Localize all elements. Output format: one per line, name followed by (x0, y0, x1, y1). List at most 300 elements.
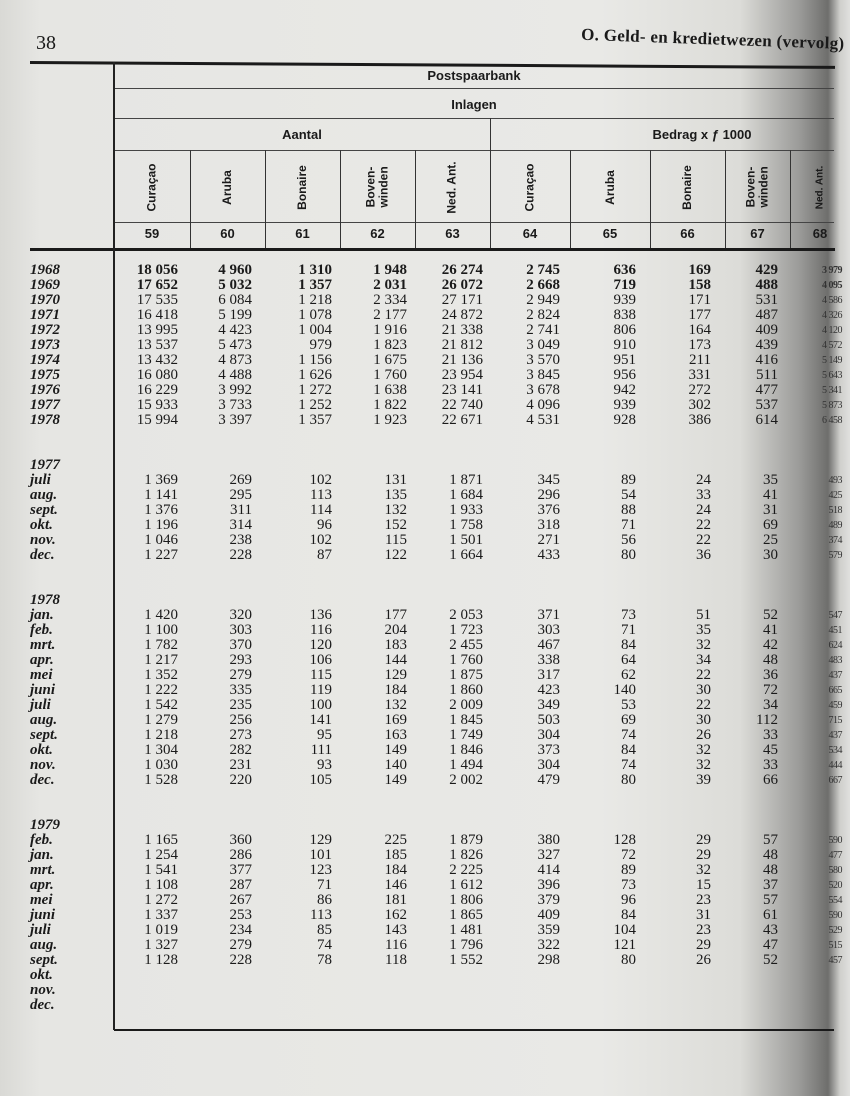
table-cell: 5 149 (822, 355, 842, 366)
table-cell: 24 (696, 502, 711, 518)
table-cell: 24 (696, 472, 711, 488)
column-number: 64 (522, 226, 538, 241)
table-cell: 128 (613, 832, 636, 848)
row-label: nov. (30, 532, 56, 548)
row-label: feb. (30, 622, 53, 638)
table-cell: 279 (229, 667, 252, 683)
table-cell: 1 541 (144, 862, 178, 878)
table-cell: 42 (763, 637, 778, 653)
row-label: aug. (30, 712, 58, 728)
table-cell: 101 (309, 847, 332, 863)
table-cell: 32 (696, 862, 711, 878)
table-cell: 6 458 (822, 415, 842, 426)
table-cell: 1 796 (449, 937, 483, 953)
table-cell: 2 668 (526, 277, 560, 293)
table-cell: 15 933 (136, 397, 178, 413)
row-label: okt. (30, 742, 53, 758)
row-label: dec. (30, 772, 55, 788)
table-row (30, 998, 820, 1013)
bottom-rule (114, 1029, 834, 1031)
table-cell: 425 (828, 490, 842, 501)
table-cell: 1 749 (449, 727, 483, 743)
table-cell: 89 (621, 862, 636, 878)
table-cell: 489 (828, 520, 842, 531)
table-cell: 96 (317, 517, 332, 533)
table-cell: 939 (613, 397, 636, 413)
section-label-row (30, 593, 820, 608)
table-cell: 18 056 (136, 262, 178, 278)
table-cell: 48 (763, 862, 778, 878)
table-cell: 1 279 (144, 712, 178, 728)
table-cell: 231 (229, 757, 252, 773)
row-label: sept. (30, 502, 58, 518)
row-label: aug. (30, 937, 58, 953)
table-row (30, 757, 842, 773)
table-cell: 3 979 (822, 265, 842, 276)
table-cell: 122 (384, 547, 407, 563)
table-cell: 1 823 (373, 337, 407, 353)
table-cell: 149 (384, 742, 407, 758)
table-row (30, 277, 842, 293)
table-cell: 21 136 (441, 352, 483, 368)
table-cell: 43 (763, 922, 778, 938)
table-cell: 23 954 (441, 367, 483, 383)
column-header-label: Curaçao (144, 162, 159, 212)
table-cell: 21 812 (441, 337, 483, 353)
table-cell: 320 (229, 607, 252, 623)
table-cell: 132 (384, 697, 407, 713)
table-cell: 1 501 (449, 532, 483, 548)
table-cell: 171 (688, 292, 711, 308)
table-cell: 272 (688, 382, 711, 398)
table-cell: 152 (384, 517, 407, 533)
table-cell: 314 (229, 517, 252, 533)
table-row (30, 968, 820, 983)
table-row (30, 637, 842, 653)
table-cell: 293 (229, 652, 252, 668)
table-row (30, 907, 842, 923)
table-cell: 16 418 (136, 307, 178, 323)
row-label: sept. (30, 727, 58, 743)
row-label: mrt. (30, 862, 56, 878)
table-cell: 69 (621, 712, 636, 728)
table-cell: 61 (763, 907, 778, 923)
row-label: 1976 (30, 382, 60, 398)
table-row (30, 322, 842, 338)
column-header (415, 152, 490, 222)
row-label: juli (30, 697, 51, 713)
table-cell: 667 (828, 775, 842, 786)
column-header (265, 152, 340, 222)
table-cell: 29 (696, 832, 711, 848)
table-cell: 296 (537, 487, 560, 503)
row-label: 1978 (30, 412, 60, 428)
table-cell: 2 225 (449, 862, 483, 878)
table-cell: 1 826 (449, 847, 483, 863)
table-row (30, 937, 842, 953)
table-cell: 22 (696, 532, 711, 548)
table-cell: 5 341 (822, 385, 842, 396)
table-cell: 57 (763, 832, 778, 848)
rule (114, 118, 834, 119)
table-cell: 1 494 (449, 757, 483, 773)
table-cell: 282 (229, 742, 252, 758)
table-cell: 1 664 (449, 547, 483, 563)
table-cell: 173 (688, 337, 711, 353)
table-row (30, 532, 842, 548)
table-cell: 928 (613, 412, 636, 428)
table-cell: 132 (384, 502, 407, 518)
table-cell: 96 (621, 892, 636, 908)
table-cell: 939 (613, 292, 636, 308)
table-row (30, 742, 842, 758)
table-cell: 331 (688, 367, 711, 383)
table-cell: 135 (384, 487, 407, 503)
table-cell: 444 (828, 760, 842, 771)
table-row (30, 292, 842, 308)
table-cell: 311 (230, 502, 252, 518)
table-cell: 16 229 (136, 382, 178, 398)
table-cell: 102 (309, 472, 332, 488)
table-cell: 95 (317, 727, 332, 743)
table-cell: 1 638 (373, 382, 407, 398)
row-label: mei (30, 667, 53, 683)
table-cell: 64 (621, 652, 636, 668)
table-cell: 373 (537, 742, 560, 758)
table-cell: 114 (310, 502, 332, 518)
table-cell: 149 (384, 772, 407, 788)
table-cell: 66 (763, 772, 778, 788)
table-cell: 115 (310, 667, 332, 683)
table-row (30, 832, 842, 848)
table-cell: 624 (828, 640, 842, 651)
table-cell: 69 (763, 517, 778, 533)
table-cell: 80 (621, 547, 636, 563)
table-row (30, 727, 842, 743)
table-cell: 806 (613, 322, 636, 338)
table-cell: 1 923 (373, 412, 407, 428)
table-cell: 439 (755, 337, 778, 353)
table-cell: 2 949 (526, 292, 560, 308)
table-cell: 1 218 (298, 292, 332, 308)
table-cell: 4 572 (822, 340, 842, 351)
table-cell: 129 (309, 832, 332, 848)
table-cell: 164 (688, 322, 711, 338)
table-cell: 1 916 (373, 322, 407, 338)
table-cell: 4 531 (526, 412, 560, 428)
table-cell: 158 (688, 277, 711, 293)
table-cell: 302 (688, 397, 711, 413)
table-cell: 437 (828, 730, 842, 741)
row-label: juli (30, 472, 51, 488)
table-cell: 121 (613, 937, 636, 953)
table-cell: 1 369 (144, 472, 178, 488)
table-cell: 25 (763, 532, 778, 548)
table-cell: 1 806 (449, 892, 483, 908)
column-header-label: Boven- winden (743, 166, 771, 208)
table-cell: 5 199 (218, 307, 252, 323)
table-cell: 4 120 (822, 325, 842, 336)
row-label: dec. (30, 997, 55, 1013)
section-year-label: 1977 (30, 457, 60, 473)
table-cell: 184 (384, 682, 407, 698)
rule (114, 222, 834, 223)
table-row (30, 517, 842, 533)
table-cell: 1 845 (449, 712, 483, 728)
row-label: dec. (30, 547, 55, 563)
table-cell: 6 084 (218, 292, 252, 308)
table-cell: 88 (621, 502, 636, 518)
table-cell: 4 960 (218, 262, 252, 278)
row-label: feb. (30, 832, 53, 848)
table-cell: 451 (828, 625, 842, 636)
table-cell: 1 723 (449, 622, 483, 638)
table-cell: 72 (621, 847, 636, 863)
table-cell: 2 053 (449, 607, 483, 623)
table-cell: 143 (384, 922, 407, 938)
row-label: juni (30, 682, 56, 698)
column-header-label: Curaçao (522, 162, 537, 212)
table-cell: 73 (621, 607, 636, 623)
table-cell: 123 (309, 862, 332, 878)
blank-row (30, 563, 820, 578)
table-cell: 89 (621, 472, 636, 488)
table-cell: 386 (688, 412, 711, 428)
table-cell: 838 (613, 307, 636, 323)
table-cell: 140 (384, 757, 407, 773)
table-cell: 477 (828, 850, 842, 861)
table-cell: 1 871 (449, 472, 483, 488)
table-cell: 228 (229, 547, 252, 563)
table-cell: 73 (621, 877, 636, 893)
column-number: 59 (144, 226, 160, 241)
table-cell: 30 (696, 682, 711, 698)
header-inlagen: Inlagen (451, 97, 497, 112)
table-cell: 27 171 (441, 292, 483, 308)
table-cell: 3 049 (526, 337, 560, 353)
row-label: mei (30, 892, 53, 908)
table-cell: 131 (384, 472, 407, 488)
table-cell: 1 252 (298, 397, 332, 413)
table-cell: 39 (696, 772, 711, 788)
table-cell: 4 096 (526, 397, 560, 413)
table-cell: 3 678 (526, 382, 560, 398)
table-cell: 22 671 (441, 412, 483, 428)
row-label: 1974 (30, 352, 60, 368)
table-cell: 141 (309, 712, 332, 728)
column-header-label: Aruba (602, 169, 617, 205)
table-cell: 429 (755, 262, 778, 278)
table-cell: 37 (763, 877, 778, 893)
table-cell: 1 758 (449, 517, 483, 533)
row-label: nov. (30, 982, 56, 998)
table-cell: 16 080 (136, 367, 178, 383)
table-cell: 3 570 (526, 352, 560, 368)
table-cell: 22 740 (441, 397, 483, 413)
table-cell: 54 (621, 487, 636, 503)
table-cell: 1 078 (298, 307, 332, 323)
table-cell: 5 473 (218, 337, 252, 353)
table-cell: 3 845 (526, 367, 560, 383)
table-cell: 477 (755, 382, 778, 398)
table-cell: 531 (755, 292, 778, 308)
table-cell: 1 481 (449, 922, 483, 938)
table-cell: 84 (621, 907, 636, 923)
row-label: 1977 (30, 397, 60, 413)
table-cell: 433 (537, 547, 560, 563)
table-cell: 503 (537, 712, 560, 728)
table-cell: 184 (384, 862, 407, 878)
table-row (30, 352, 842, 368)
header-postspaarbank: Postspaarbank (427, 68, 521, 83)
table-row (30, 772, 842, 788)
blank-row (30, 578, 820, 593)
row-label: sept. (30, 952, 58, 968)
table-cell: 48 (763, 847, 778, 863)
table-row (30, 877, 842, 893)
table-cell: 78 (317, 952, 332, 968)
table-cell: 437 (828, 670, 842, 681)
row-label: 1972 (30, 322, 60, 338)
table-cell: 338 (537, 652, 560, 668)
table-cell: 45 (763, 742, 778, 758)
table-cell: 56 (621, 532, 636, 548)
table-cell: 26 072 (441, 277, 483, 293)
table-cell: 303 (537, 622, 560, 638)
table-cell: 30 (696, 712, 711, 728)
table-cell: 1 760 (373, 367, 407, 383)
table-cell: 360 (229, 832, 252, 848)
column-header-label: Bonaire (295, 164, 309, 210)
table-cell: 36 (763, 667, 778, 683)
row-label: 1973 (30, 337, 60, 353)
column-header-label: Ned. Ant. (445, 160, 459, 214)
section-label-row (30, 458, 820, 473)
table-cell: 614 (755, 412, 778, 428)
table-cell: 238 (229, 532, 252, 548)
column-number: 63 (445, 226, 460, 241)
table-cell: 102 (309, 532, 332, 548)
table-row (30, 652, 842, 668)
table-cell: 267 (229, 892, 252, 908)
table-row (30, 697, 842, 713)
table-cell: 423 (537, 682, 560, 698)
table-cell: 1 304 (144, 742, 178, 758)
table-row (30, 952, 842, 968)
table-cell: 100 (309, 697, 332, 713)
table-cell: 3 733 (218, 397, 252, 413)
table-cell: 979 (309, 337, 332, 353)
table-cell: 163 (384, 727, 407, 743)
table-cell: 119 (310, 682, 332, 698)
table-cell: 457 (828, 955, 842, 966)
table-cell: 1 165 (144, 832, 178, 848)
table-cell: 349 (537, 697, 560, 713)
table-cell: 111 (310, 742, 332, 758)
table-cell: 1 933 (449, 502, 483, 518)
table-cell: 1 196 (144, 517, 178, 533)
table-cell: 1 254 (144, 847, 178, 863)
table-row (30, 397, 842, 413)
table-row (30, 382, 842, 398)
table-cell: 26 (696, 727, 711, 743)
table-cell: 32 (696, 757, 711, 773)
row-label: 1975 (30, 367, 60, 383)
table-cell: 4 586 (822, 295, 842, 306)
table-cell: 1 310 (298, 262, 332, 278)
column-header (650, 152, 725, 222)
blank-row (30, 788, 820, 803)
table-cell: 4 488 (218, 367, 252, 383)
table-cell: 2 455 (449, 637, 483, 653)
table-cell: 15 994 (136, 412, 178, 428)
row-label: apr. (30, 652, 54, 668)
table-cell: 4 095 (822, 280, 842, 291)
table-row (30, 547, 842, 563)
data-table (30, 262, 842, 1013)
table-cell: 57 (763, 892, 778, 908)
column-header (340, 152, 415, 222)
table-cell: 115 (385, 532, 407, 548)
table-cell: 298 (537, 952, 560, 968)
table-cell: 31 (696, 907, 711, 923)
column-number: 67 (750, 226, 765, 241)
table-cell: 1 019 (144, 922, 178, 938)
column-header (190, 152, 265, 222)
table-cell: 22 (696, 667, 711, 683)
table-cell: 23 141 (441, 382, 483, 398)
table-cell: 93 (317, 757, 332, 773)
column-header-label: Boven- winden (363, 166, 391, 208)
table-cell: 380 (537, 832, 560, 848)
table-cell: 71 (621, 622, 636, 638)
table-cell: 1 128 (144, 952, 178, 968)
column-header (725, 152, 790, 222)
table-cell: 33 (763, 727, 778, 743)
table-cell: 118 (385, 952, 407, 968)
table-cell: 1 760 (449, 652, 483, 668)
column-header (114, 152, 190, 222)
table-cell: 32 (696, 637, 711, 653)
table-cell: 13 537 (136, 337, 178, 353)
table-cell: 636 (613, 262, 636, 278)
table-row (30, 307, 842, 323)
table-cell: 62 (621, 667, 636, 683)
column-number: 62 (370, 226, 385, 241)
table-cell: 1 782 (144, 637, 178, 653)
table-cell: 379 (537, 892, 560, 908)
table-cell: 1 217 (144, 652, 178, 668)
column-number: 66 (680, 226, 695, 241)
table-cell: 129 (384, 667, 407, 683)
table-cell: 715 (828, 715, 842, 726)
table-cell: 84 (621, 637, 636, 653)
table-cell: 33 (763, 757, 778, 773)
table-cell: 416 (755, 352, 778, 368)
table-cell: 1 420 (144, 607, 178, 623)
table-cell: 72 (763, 682, 778, 698)
table-cell: 3 397 (218, 412, 252, 428)
table-row (30, 682, 842, 698)
table-row (30, 892, 842, 908)
table-cell: 21 338 (441, 322, 483, 338)
table-cell: 183 (384, 637, 407, 653)
table-cell: 26 (696, 952, 711, 968)
table-cell: 146 (384, 877, 407, 893)
table-cell: 359 (537, 922, 560, 938)
table-cell: 1 327 (144, 937, 178, 953)
row-label: juli (30, 922, 51, 938)
